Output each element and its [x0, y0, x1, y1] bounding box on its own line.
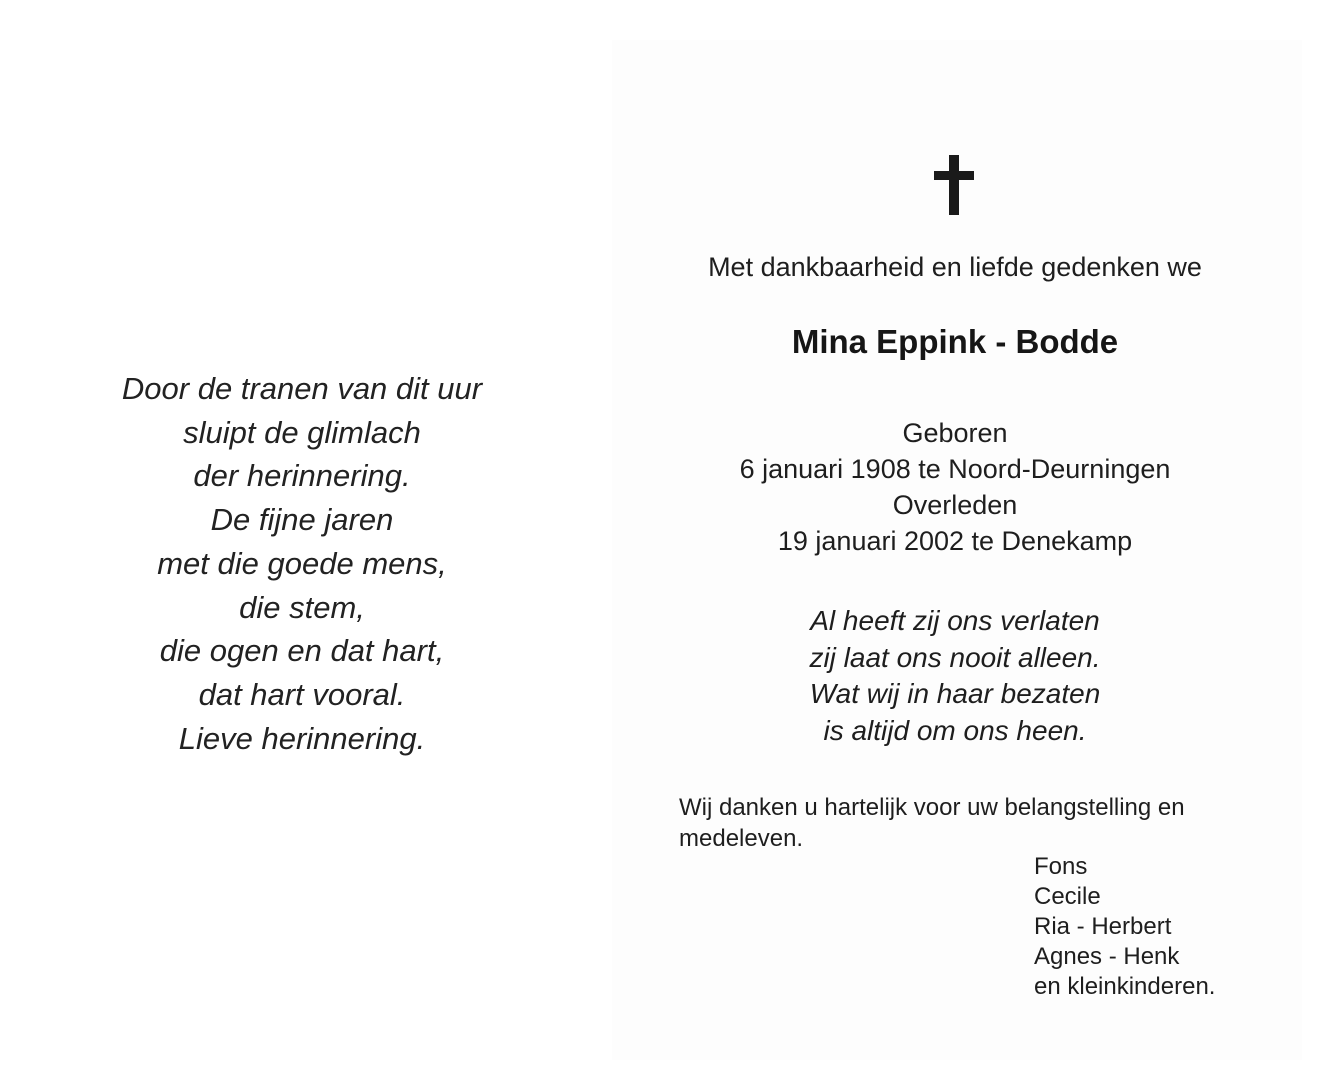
left-poem-line: die ogen en dat hart, [159, 633, 445, 669]
left-poem-line: sluipt de glimlach [183, 414, 421, 450]
left-poem-line: De fijne jaren [210, 502, 394, 538]
cross-icon [934, 155, 974, 215]
died-label: Overleden [892, 490, 1018, 520]
died-date-place: 19 januari 2002 te Denekamp [777, 526, 1133, 556]
thanks-text: Wij danken u hartelijk voor uw belangstelling en medeleven. [679, 794, 1185, 852]
signature-line: Fons [1034, 853, 1088, 880]
left-poem [60, 367, 544, 760]
left-poem-line: Lieve herinnering. [178, 720, 426, 756]
right-poem-line: is altijd om ons heen. [823, 714, 1087, 746]
signature-line: en kleinkinderen. [1034, 973, 1216, 1000]
left-poem-line: dat hart vooral. [198, 676, 406, 712]
born-label: Geboren [902, 418, 1008, 448]
right-poem-line: Al heeft zij ons verlaten [810, 605, 1100, 636]
born-date-place: 6 januari 1908 te Noord-Deurningen [739, 454, 1171, 484]
signature-line: Ria - Herbert [1034, 913, 1172, 940]
signature-line: Cecile [1034, 883, 1101, 910]
right-poem [640, 603, 1270, 749]
left-poem-line: die stem, [239, 589, 365, 625]
deceased-name: Mina Eppink - Bodde [791, 323, 1119, 360]
left-poem-line: met die goede mens, [157, 545, 447, 581]
left-poem-line: der herinnering. [193, 458, 411, 494]
life-dates [640, 415, 1270, 559]
family-signatures [1034, 852, 1294, 1002]
right-poem-line: Wat wij in haar bezaten [809, 678, 1101, 709]
intro-text: Met dankbaarheid en liefde gedenken we [708, 252, 1202, 282]
left-poem-line: Door de tranen van dit uur [121, 371, 483, 406]
signature-line: Agnes - Henk [1034, 943, 1180, 970]
right-poem-line: zij laat ons nooit alleen. [809, 641, 1101, 673]
